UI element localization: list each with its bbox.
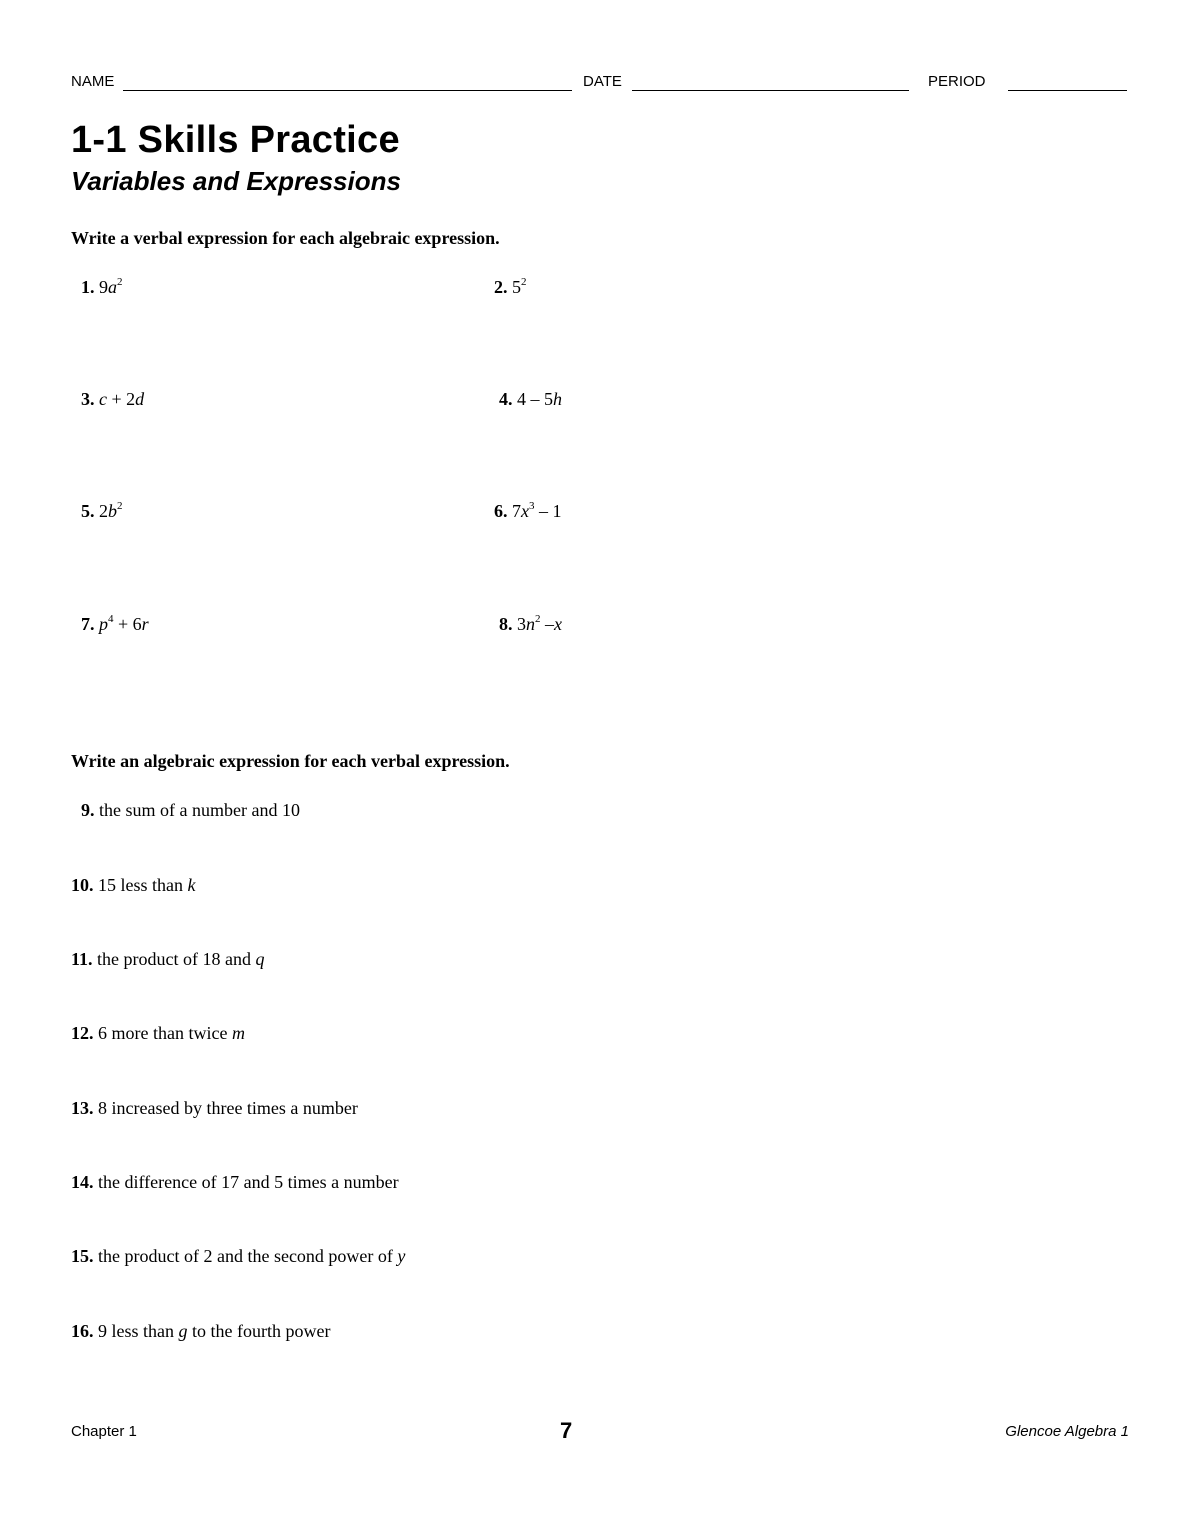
problem-9: 9. the sum of a number and 10 [81, 800, 300, 820]
page-number: 7 [560, 1418, 573, 1443]
problem-3: 3. c + 2d [81, 389, 145, 409]
problem-6: 6. $7x^3 - 1$ [494, 500, 562, 521]
footer-chapter: Chapter 1 [71, 1423, 137, 1440]
section1-instruction: Write a verbal expression for each algebraic expression. [71, 228, 500, 248]
problem-12: 12. 6 more than twice m [71, 1023, 245, 1043]
problem-2: 2. $5^2$ [494, 276, 527, 297]
name-label: NAME [71, 73, 115, 90]
problem-10: 10. 15 less than k [71, 875, 196, 895]
problem-1: 1. $9a^2$ [81, 276, 123, 297]
date-label: DATE [583, 73, 622, 90]
section2-instruction: Write an algebraic expression for each verbal expression. [71, 751, 510, 771]
problem-16: 16. 9 less than g to the fourth power [71, 1321, 331, 1341]
date-field[interactable] [632, 90, 909, 91]
footer-book: Glencoe Algebra 1 [1005, 1423, 1129, 1440]
name-field[interactable] [123, 90, 572, 91]
problem-14: 14. the difference of 17 and 5 times a number [71, 1172, 399, 1192]
problem-8: 8. $3n^2$ –x [499, 613, 562, 634]
problem-4: 4. 4 – 5h [499, 389, 562, 409]
period-label: PERIOD [928, 73, 986, 90]
period-field[interactable] [1008, 90, 1127, 91]
problem-7: 7. $p^4 + 6r$ [81, 613, 149, 634]
problem-5: 5. $2b^2$ [81, 500, 123, 521]
problem-13: 13. 8 increased by three times a number [71, 1098, 358, 1118]
problem-15: 15. the product of 2 and the second power of y [71, 1246, 406, 1266]
page-subtitle: Variables and Expressions [71, 166, 401, 196]
page-title: 1-1 Skills Practice [71, 119, 400, 161]
problem-11: 11. the product of 18 and q [71, 949, 265, 969]
